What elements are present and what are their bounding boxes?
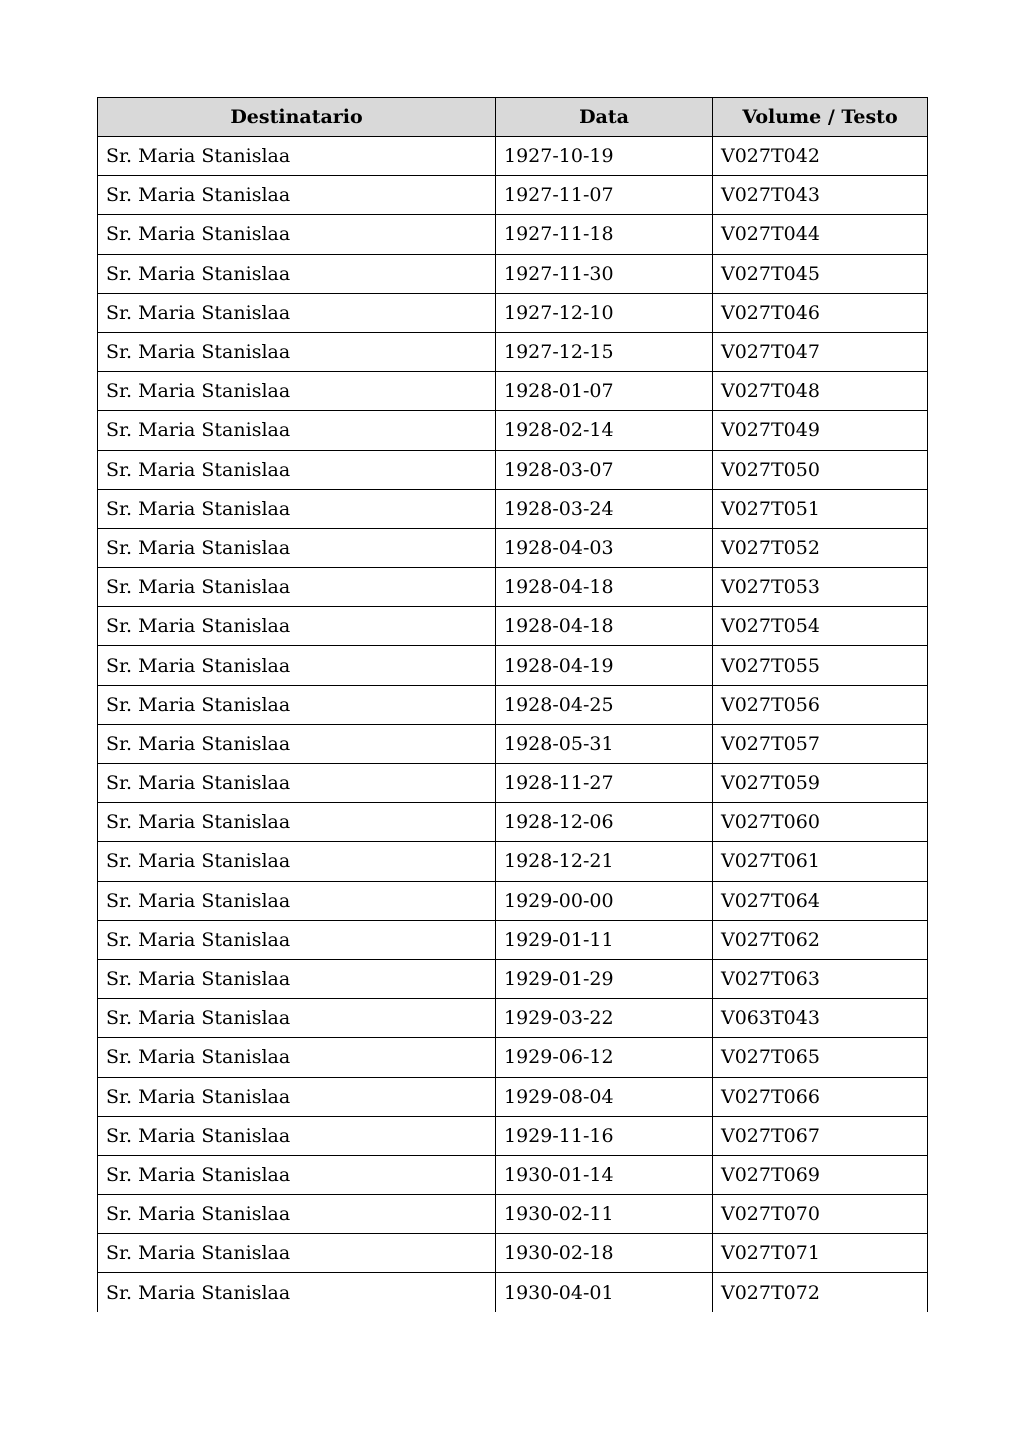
header-destinatario: Destinatario <box>98 98 496 137</box>
cell-data: 1929-01-29 <box>496 959 713 998</box>
cell-volume-testo: V027T047 <box>713 332 928 371</box>
cell-volume-testo: V027T063 <box>713 959 928 998</box>
cell-destinatario: Sr. Maria Stanislaa <box>98 1273 496 1312</box>
table-row <box>98 1234 928 1273</box>
table-body <box>98 137 928 1313</box>
cell-volume-testo: V027T050 <box>713 450 928 489</box>
cell-destinatario: Sr. Maria Stanislaa <box>98 803 496 842</box>
table-row <box>98 999 928 1038</box>
cell-destinatario: Sr. Maria Stanislaa <box>98 176 496 215</box>
cell-destinatario: Sr. Maria Stanislaa <box>98 568 496 607</box>
cell-destinatario: Sr. Maria Stanislaa <box>98 685 496 724</box>
cell-volume-testo: V027T069 <box>713 1155 928 1194</box>
cell-volume-testo: V027T043 <box>713 176 928 215</box>
cell-data: 1928-04-25 <box>496 685 713 724</box>
cell-volume-testo: V027T060 <box>713 803 928 842</box>
cell-volume-testo: V027T057 <box>713 724 928 763</box>
cell-destinatario: Sr. Maria Stanislaa <box>98 999 496 1038</box>
table-row <box>98 959 928 998</box>
cell-destinatario: Sr. Maria Stanislaa <box>98 293 496 332</box>
table-row <box>98 176 928 215</box>
table-row <box>98 607 928 646</box>
header-data: Data <box>496 98 713 137</box>
cell-data: 1928-04-03 <box>496 528 713 567</box>
cell-data: 1929-03-22 <box>496 999 713 1038</box>
cell-destinatario: Sr. Maria Stanislaa <box>98 1077 496 1116</box>
cell-destinatario: Sr. Maria Stanislaa <box>98 842 496 881</box>
cell-data: 1928-05-31 <box>496 724 713 763</box>
cell-data: 1928-04-18 <box>496 607 713 646</box>
cell-destinatario: Sr. Maria Stanislaa <box>98 215 496 254</box>
cell-volume-testo: V027T066 <box>713 1077 928 1116</box>
table-row <box>98 1038 928 1077</box>
table-header <box>98 98 928 137</box>
cell-destinatario: Sr. Maria Stanislaa <box>98 959 496 998</box>
cell-volume-testo: V027T049 <box>713 411 928 450</box>
cell-data: 1930-02-18 <box>496 1234 713 1273</box>
table-row <box>98 293 928 332</box>
table-row <box>98 842 928 881</box>
cell-data: 1927-11-30 <box>496 254 713 293</box>
cell-destinatario: Sr. Maria Stanislaa <box>98 607 496 646</box>
cell-volume-testo: V027T044 <box>713 215 928 254</box>
cell-volume-testo: V027T065 <box>713 1038 928 1077</box>
cell-volume-testo: V027T071 <box>713 1234 928 1273</box>
cell-volume-testo: V027T070 <box>713 1195 928 1234</box>
cell-destinatario: Sr. Maria Stanislaa <box>98 1116 496 1155</box>
cell-data: 1928-12-21 <box>496 842 713 881</box>
table-row <box>98 724 928 763</box>
cell-destinatario: Sr. Maria Stanislaa <box>98 372 496 411</box>
table-row <box>98 215 928 254</box>
table-row <box>98 1273 928 1312</box>
cell-data: 1929-11-16 <box>496 1116 713 1155</box>
cell-volume-testo: V027T061 <box>713 842 928 881</box>
cell-data: 1928-11-27 <box>496 764 713 803</box>
table-row <box>98 764 928 803</box>
table-row <box>98 1116 928 1155</box>
cell-volume-testo: V027T045 <box>713 254 928 293</box>
cell-destinatario: Sr. Maria Stanislaa <box>98 254 496 293</box>
cell-data: 1930-04-01 <box>496 1273 713 1312</box>
cell-data: 1928-02-14 <box>496 411 713 450</box>
cell-data: 1928-01-07 <box>496 372 713 411</box>
header-volume-testo: Volume / Testo <box>713 98 928 137</box>
table-row <box>98 1155 928 1194</box>
letters-table <box>97 97 928 1312</box>
cell-destinatario: Sr. Maria Stanislaa <box>98 920 496 959</box>
cell-volume-testo: V027T056 <box>713 685 928 724</box>
table-row <box>98 1077 928 1116</box>
cell-destinatario: Sr. Maria Stanislaa <box>98 1234 496 1273</box>
cell-data: 1928-04-19 <box>496 646 713 685</box>
cell-destinatario: Sr. Maria Stanislaa <box>98 1195 496 1234</box>
cell-data: 1930-02-11 <box>496 1195 713 1234</box>
cell-data: 1927-10-19 <box>496 137 713 176</box>
cell-volume-testo: V027T055 <box>713 646 928 685</box>
cell-volume-testo: V027T051 <box>713 489 928 528</box>
cell-data: 1930-01-14 <box>496 1155 713 1194</box>
table-row <box>98 685 928 724</box>
table-row <box>98 881 928 920</box>
cell-destinatario: Sr. Maria Stanislaa <box>98 411 496 450</box>
cell-volume-testo: V027T059 <box>713 764 928 803</box>
cell-volume-testo: V027T048 <box>713 372 928 411</box>
table-row <box>98 1195 928 1234</box>
cell-data: 1928-12-06 <box>496 803 713 842</box>
cell-volume-testo: V027T062 <box>713 920 928 959</box>
table-row <box>98 372 928 411</box>
cell-volume-testo: V027T067 <box>713 1116 928 1155</box>
table-row <box>98 528 928 567</box>
cell-volume-testo: V027T064 <box>713 881 928 920</box>
table-row <box>98 137 928 176</box>
cell-destinatario: Sr. Maria Stanislaa <box>98 489 496 528</box>
cell-volume-testo: V027T053 <box>713 568 928 607</box>
header-row <box>98 98 928 137</box>
table-row <box>98 450 928 489</box>
table-row <box>98 489 928 528</box>
cell-data: 1928-03-07 <box>496 450 713 489</box>
table-row <box>98 254 928 293</box>
cell-data: 1929-00-00 <box>496 881 713 920</box>
cell-destinatario: Sr. Maria Stanislaa <box>98 1155 496 1194</box>
table-row <box>98 568 928 607</box>
cell-data: 1929-08-04 <box>496 1077 713 1116</box>
cell-destinatario: Sr. Maria Stanislaa <box>98 1038 496 1077</box>
cell-volume-testo: V027T052 <box>713 528 928 567</box>
cell-data: 1927-11-18 <box>496 215 713 254</box>
cell-destinatario: Sr. Maria Stanislaa <box>98 764 496 803</box>
cell-data: 1927-11-07 <box>496 176 713 215</box>
cell-data: 1928-03-24 <box>496 489 713 528</box>
cell-volume-testo: V027T046 <box>713 293 928 332</box>
cell-volume-testo: V027T054 <box>713 607 928 646</box>
cell-destinatario: Sr. Maria Stanislaa <box>98 137 496 176</box>
cell-data: 1929-06-12 <box>496 1038 713 1077</box>
cell-volume-testo: V027T042 <box>713 137 928 176</box>
cell-data: 1927-12-15 <box>496 332 713 371</box>
cell-destinatario: Sr. Maria Stanislaa <box>98 881 496 920</box>
cell-destinatario: Sr. Maria Stanislaa <box>98 332 496 371</box>
cell-data: 1927-12-10 <box>496 293 713 332</box>
cell-destinatario: Sr. Maria Stanislaa <box>98 450 496 489</box>
table-row <box>98 646 928 685</box>
cell-destinatario: Sr. Maria Stanislaa <box>98 646 496 685</box>
table-row <box>98 411 928 450</box>
table-row <box>98 803 928 842</box>
cell-volume-testo: V027T072 <box>713 1273 928 1312</box>
table-row <box>98 332 928 371</box>
table-row <box>98 920 928 959</box>
cell-volume-testo: V063T043 <box>713 999 928 1038</box>
cell-destinatario: Sr. Maria Stanislaa <box>98 724 496 763</box>
cell-data: 1928-04-18 <box>496 568 713 607</box>
cell-destinatario: Sr. Maria Stanislaa <box>98 528 496 567</box>
cell-data: 1929-01-11 <box>496 920 713 959</box>
